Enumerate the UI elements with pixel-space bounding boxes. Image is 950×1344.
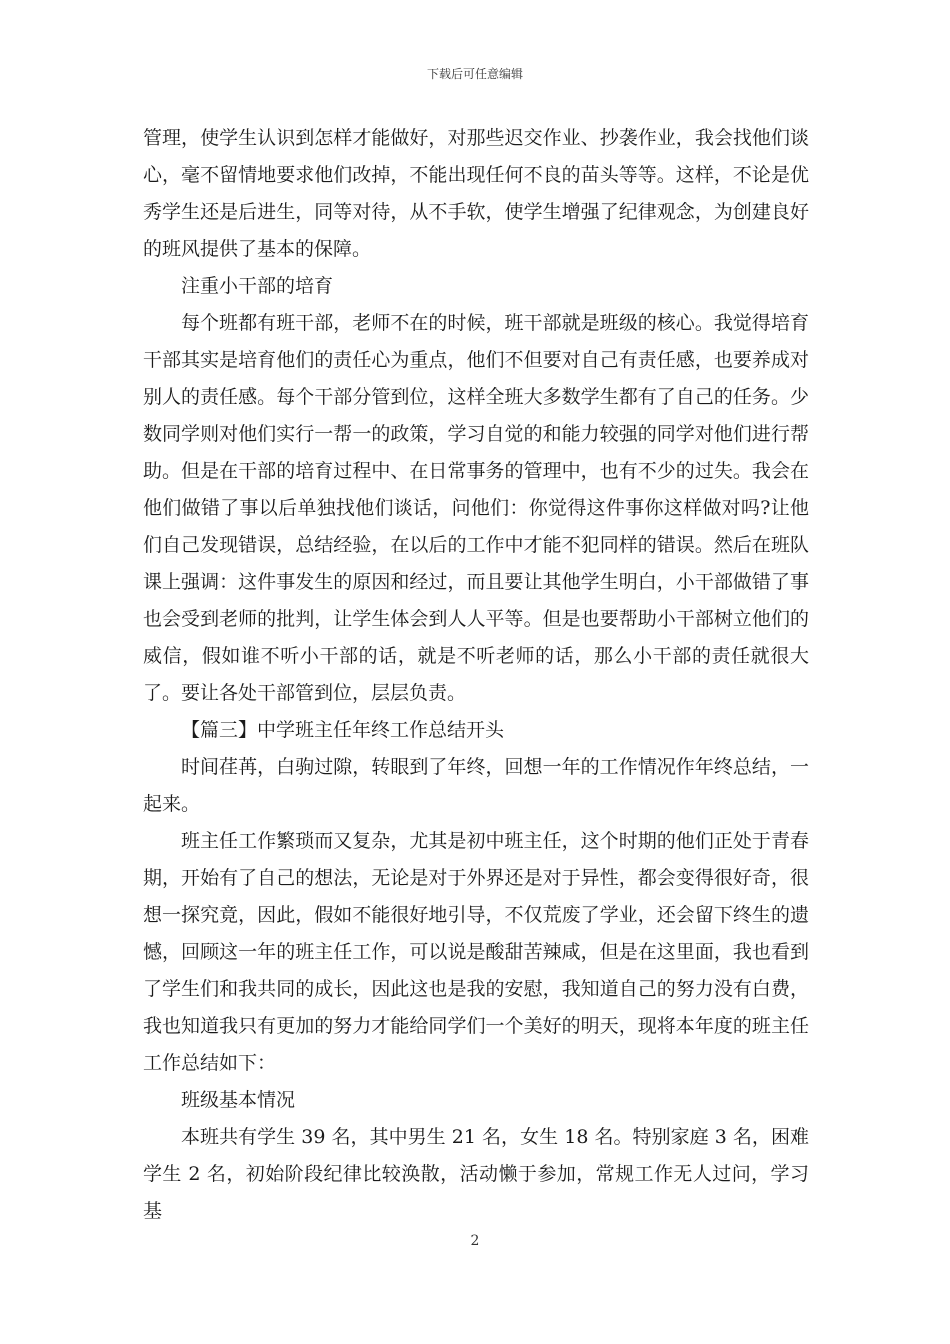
paragraph-cadre-training: 每个班都有班干部，老师不在的时候，班干部就是班级的核心。我觉得培育干部其实是培育他们的责任心为重点，他们不但要对自己有责任感，也要养成对别人的责任感。每个干部分管到位，这样全班大多数学生都有了自己的任务。少数同学则对他们实行一帮一的政策，学习自觉的和能力较强的同学对他们进行帮助。但是在干部的培育过程中、在日常事务的管理中，也有不少的过失。我会在他们做错了事以后单独找他们谈话，问他们：你觉得这件事你这样做对吗?让他们自己发现错误，总结经验，在以后的工作中才能不犯同样的错误。然后在班队课上强调：这件事发生的原因和经过，而且要让其他学生明白，小干部做错了事也会受到老师的批判，让学生体会到人人平等。但是也要帮助小干部树立他们的威信，假如谁不听小干部的话，就是不听老师的话，那么小干部的责任就很大了。要让各处干部管到位，层层负责。 (143, 312, 809, 704)
paragraph-discipline-conclusion: 管理，使学生认识到怎样才能做好，对那些迟交作业、抄袭作业，我会找他们谈心，毫不留情地要求他们改掉，不能出现任何不良的苗头等等。这样，不论是优秀学生还是后进生，同等对待，从不手软，使学生增强了纪律观念，为创建良好的班风提供了基本的保障。 (143, 127, 809, 260)
document-body (143, 120, 809, 1230)
paragraph-year-end-intro: 时间荏苒，白驹过隙，转眼到了年终，回想一年的工作情况作年终总结，一起来。 (143, 756, 809, 815)
page-number: 2 (470, 1233, 480, 1249)
section-heading-cadre-training: 注重小干部的培育 (181, 275, 334, 297)
article-heading-part-three: 【篇三】中学班主任年终工作总结开头 (181, 719, 505, 741)
page-header-note: 下载后可任意编辑 (426, 67, 523, 81)
section-heading-class-basics: 班级基本情况 (181, 1089, 296, 1111)
paragraph-teacher-work: 班主任工作繁琐而又复杂，尤其是初中班主任，这个时期的他们正处于青春期，开始有了自己的想法，无论是对于外界还是对于异性，都会变得很好奇，很想一探究竟，因此，假如不能很好地引导，不仅荒废了学业，还会留下终生的遗憾，回顾这一年的班主任工作，可以说是酸甜苦辣咸，但是在这里面，我也看到了学生们和我共同的成长，因此这也是我的安慰，我知道自己的努力没有白费，我也知道我只有更加的努力才能给同学们一个美好的明天，现将本年度的班主任工作总结如下： (143, 830, 809, 1074)
paragraph-class-basics: 本班共有学生 39 名，其中男生 21 名，女生 18 名。特别家庭 3 名，困难学生 2 名，初始阶段纪律比较涣散，活动懒于参加，常规工作无人过问，学习基 (143, 1126, 809, 1222)
